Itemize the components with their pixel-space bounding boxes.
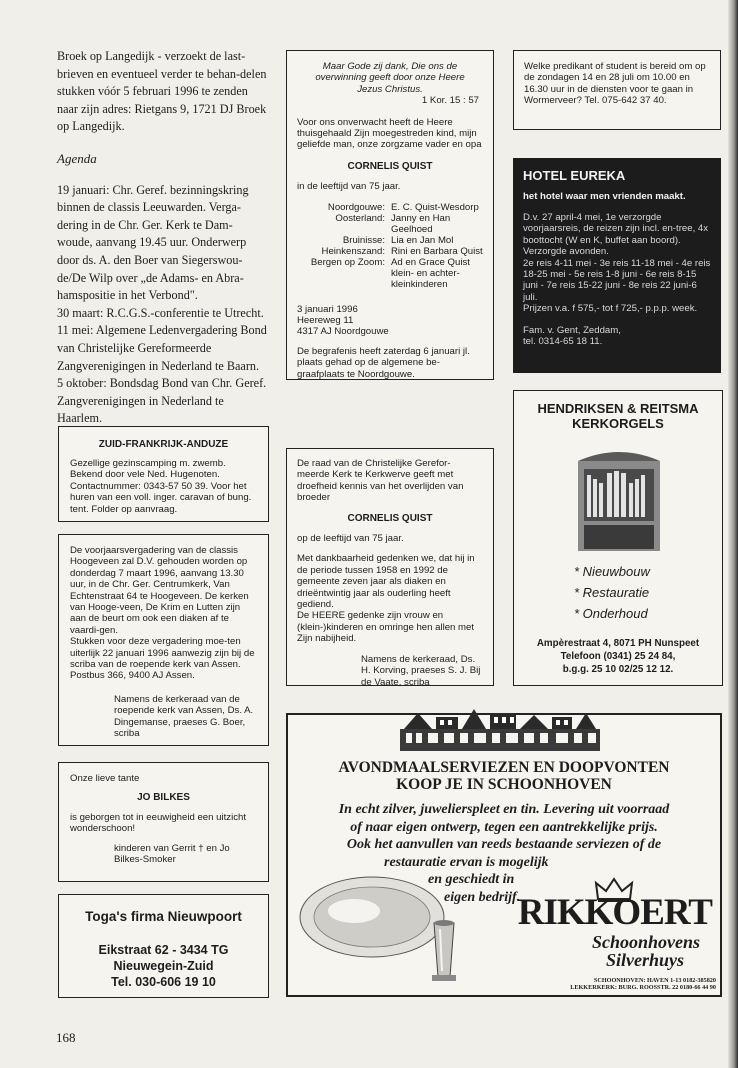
quist-family-notice (286, 50, 494, 380)
rikkoert-body-line: of naar eigen ontwerp, tegen een aantrekkelijke prijs. (350, 819, 658, 835)
family-names: Ad en Grace Quist klein- en achter-kleinkinderen (391, 256, 470, 290)
quist-family-list (297, 202, 483, 290)
agenda-item: 19 januari: Chr. Geref. bezinningskring binnen de classis Leeuwarden. Verga-dering in de Chr. Ger. Kerk te Dam-woude, aanvang 19.45 uur. Onderwerp door ds. A. den Boer van Siegerswou-de/De Wilp over „de Adams- en Abra-hamspositie in het Verbond". (57, 182, 249, 303)
camping-title: ZUID-FRANKRIJK-ANDUZE (98, 439, 229, 450)
service-item: * Onderhoud (574, 606, 648, 621)
family-names: Rini en Barbara Quist (391, 245, 483, 257)
agenda-heading: Agenda (57, 150, 97, 166)
jo-name: JO BILKES (137, 792, 190, 804)
rikkoert-headline-2: KOOP JE IN SCHOONHOVEN (396, 776, 612, 793)
meeting-postbus: Postbus 366, 9400 AJ Assen. (70, 670, 195, 682)
intro-paragraph: Broek op Langedijk - verzoekt de last-brieven en eventueel verder te behan-delen stukken vóór 5 februari 1996 te zenden naar zijn adres: Rietgans 9, 1721 DJ Broek op Langedijk. (57, 49, 267, 134)
kerkwerve-notice (286, 448, 494, 686)
organ-illustration (574, 449, 664, 554)
organ-contact (514, 637, 722, 676)
quist-age: in de leeftijd van 75 jaar. (297, 181, 401, 193)
organ-services (574, 561, 650, 624)
quist-street: Heereweg 11 (297, 315, 354, 327)
jo-intro: Onze lieve tante (70, 773, 140, 784)
quist-name: CORNELIS QUIST (347, 160, 433, 172)
family-place: Noordgouwe: (327, 201, 385, 213)
family-names: Lia en Jan Mol (391, 234, 454, 246)
organ-phone: Telefoon (0341) 25 24 84, (560, 651, 676, 662)
toga-phone: Tel. 030-606 19 10 (111, 975, 216, 989)
service-item: * Nieuwbouw (574, 564, 650, 579)
camping-ad (58, 426, 269, 522)
toga-address: Eikstraat 62 - 3434 TG (98, 943, 229, 957)
hotel-trips: 2e reis 4-11 mei - 3e reis 11-18 mei - 4e reis 18-25 mei - 5e reis 1-8 juni - 6e reis 8-15 juni - 7e reis 15-22 juni - 8e reis 22 juni-6 juli. (523, 257, 711, 303)
quist-text: Voor ons onverwacht heeft de Heere thuisgehaald Zijn moegestreden kind, mijn geliefde man, onze zorgzame vader en opa (297, 116, 482, 151)
organ-subtitle: KERKORGELS (572, 416, 664, 431)
hotel-text: D.v. 27 april-4 mei, 1e verzorgde voorjaarsreis, de reizen zijn incl. en-tree, 4x boottocht (W en K, buffet aan boord). Verzorgde avonden. (523, 212, 709, 258)
kerkwerve-text-2: Met dankbaarheid gedenken we, dat hij in de periode tussen 1958 en 1992 de gemeente zeven jaar als diaken en drieëntwintig jaar als ouderling heeft gediend. (297, 553, 475, 611)
scan-edge (728, 0, 738, 1068)
rikkoert-body-line: eigen bedrijf. (444, 889, 521, 905)
preacher-text: Welke predikant of student is bereid om op de zondagen 14 en 28 juli om 10.00 en 16.30 uur in de diensten voor te gaan in Wormerveer? Tel. 075-642 37 40. (524, 61, 706, 107)
kerkwerve-signature: Namens de kerkeraad, Ds. H. Korving, praeses S. J. Bij de Vaate, scriba (361, 653, 481, 688)
meeting-text: De voorjaarsvergadering van de classis Hoogeveen zal D.V. gehouden worden op donderdag 7 maart 1996, aanvang 13.30 uur, in de Chr. Ger. Centrumkerk, Van Echtenstraat 64 te Hoogeveen. De kerken van Hooge-veen, De Krim en Lutten zijn aan de beurt om ook een diaken af te vaardi-gen. (70, 545, 249, 636)
rikkoert-body-line: In echt zilver, juwelierspleet en tin. Levering uit voorraad (338, 802, 670, 817)
rikkoert-sub-2: Silverhuys (605, 950, 684, 970)
quist-date: 3 januari 1996 (297, 303, 358, 315)
quist-city: 4317 AJ Noordgouwe (297, 326, 389, 338)
agenda-item: 11 mei: Algemene Ledenvergadering Bond van Christelijke Gereformeerde Zangverenigingen in Nederland te Baarn. (57, 323, 267, 373)
meeting-text-2: Stukken voor deze vergadering moe-ten uiterlijk 22 januari 1996 aanwezig zijn bij de scriba van de roepende kerk van Assen. (70, 636, 255, 671)
rikkoert-address-2: LEKKERKERK: BURG. ROOSSTR. 22 0180-66 44 90 (570, 984, 716, 991)
town-skyline-illustration (400, 703, 600, 751)
kerkwerve-text: De raad van de Christelijke Gerefor-meerde Kerk te Kerkwerve geeft met droefheid kennis van het overlijden van broeder (297, 458, 464, 504)
family-place: Bruinisse: (342, 234, 385, 246)
toga-ad (58, 894, 269, 998)
family-place: Oosterland: (335, 212, 385, 224)
rikkoert-address-1: SCHOONHOVEN: HAVEN 1-13 0182-385820 (593, 977, 716, 984)
quist-quote-ref: 1 Kor. 15 : 57 (421, 95, 479, 107)
organ-phone-alt: b.g.g. 25 10 02/25 12 12. (562, 664, 674, 675)
silverware-illustration (292, 871, 482, 991)
jo-text: is geborgen tot in eeuwigheid een uitzicht wonderschoon! (70, 811, 247, 835)
organ-address: Ampèrestraat 4, 8071 PH Nunspeet (536, 638, 700, 649)
rikkoert-headline-1: AVONDMAALSERVIEZEN EN DOOPVONTEN (338, 759, 670, 776)
hotel-prices: Prijzen v.a. f 575,- tot f 725,- p.p.p. week. (523, 303, 698, 315)
organ-title: HENDRIKSEN & REITSMA (537, 401, 699, 416)
rikkoert-body-line: Ook het aanvullen van reeds bestaande serviezen of de (346, 837, 662, 853)
quist-quote: Maar Gode zij dank, Die ons de overwinning geeft door onze Heere Jezus Christus. (315, 61, 465, 95)
hotel-eureka-ad (513, 158, 721, 373)
kerkwerve-text-3: De HEERE gedenke zijn vrouw en (klein-)kinderen en omringe hen allen met Zijn nabijheid. (297, 610, 475, 645)
family-place: Heinkenszand: (321, 245, 385, 257)
family-names: E. C. Quist-Wesdorp (391, 201, 479, 213)
rikkoert-ad (286, 713, 722, 997)
service-item: * Restauratie (574, 585, 650, 600)
hotel-slogan: het hotel waar men vrienden maakt. (523, 191, 686, 202)
preacher-request (513, 50, 721, 130)
quist-funeral: De begrafenis heeft zaterdag 6 januari jl. plaats gehad op de algemene be-graafplaats te Noordgouwe. (297, 345, 470, 380)
rikkoert-sub-1: Schoonhovens (591, 932, 700, 952)
family-names: Janny en Han Geelhoed (391, 212, 451, 235)
camping-text: Gezellige gezinscamping m. zwemb. Bekend door vele Ned. Hugenoten. Contactnummer: 0343-57 50 39. Voor het huren van een voll. inger. caravan of bung. tent. Folder op aanvraag. (70, 458, 252, 515)
kerkwerve-name: CORNELIS QUIST (347, 512, 433, 524)
jo-bilkes-notice (58, 762, 269, 882)
left-column-text (57, 48, 267, 428)
classis-meeting-notice (58, 534, 269, 746)
page-number: 168 (56, 1030, 76, 1045)
meeting-signature: Namens de kerkeraad van de roepende kerk van Assen, Ds. A. Dingemanse, praeses G. Boer, scriba (114, 693, 254, 740)
organ-builder-ad (513, 390, 723, 686)
hotel-contact: Fam. v. Gent, Zeddam, (523, 324, 621, 336)
hotel-phone: tel. 0314-65 18 11. (523, 336, 603, 348)
kerkwerve-age: op de leeftijd van 75 jaar. (297, 533, 404, 545)
family-place: Bergen op Zoom: (310, 256, 385, 268)
agenda-item: 5 oktober: Bondsdag Bond van Chr. Geref. Zangverenigingen in Nederland te Haarlem. (57, 376, 267, 426)
agenda-item: 30 maart: R.C.G.S.-conferentie te Utrecht. (57, 305, 264, 320)
rikkoert-body-line: restauratie ervan is mogelijk (384, 854, 549, 870)
rikkoert-brand: RIKKOERT (517, 892, 712, 933)
jo-signature: kinderen van Gerrit † en Jo Bilkes-Smoker (114, 842, 230, 866)
toga-title: Toga's firma Nieuwpoort (85, 909, 242, 924)
rikkoert-body-line: en geschiedt in (428, 872, 515, 888)
hotel-title: HOTEL EUREKA (523, 168, 626, 183)
toga-city: Nieuwegein-Zuid (113, 959, 214, 973)
